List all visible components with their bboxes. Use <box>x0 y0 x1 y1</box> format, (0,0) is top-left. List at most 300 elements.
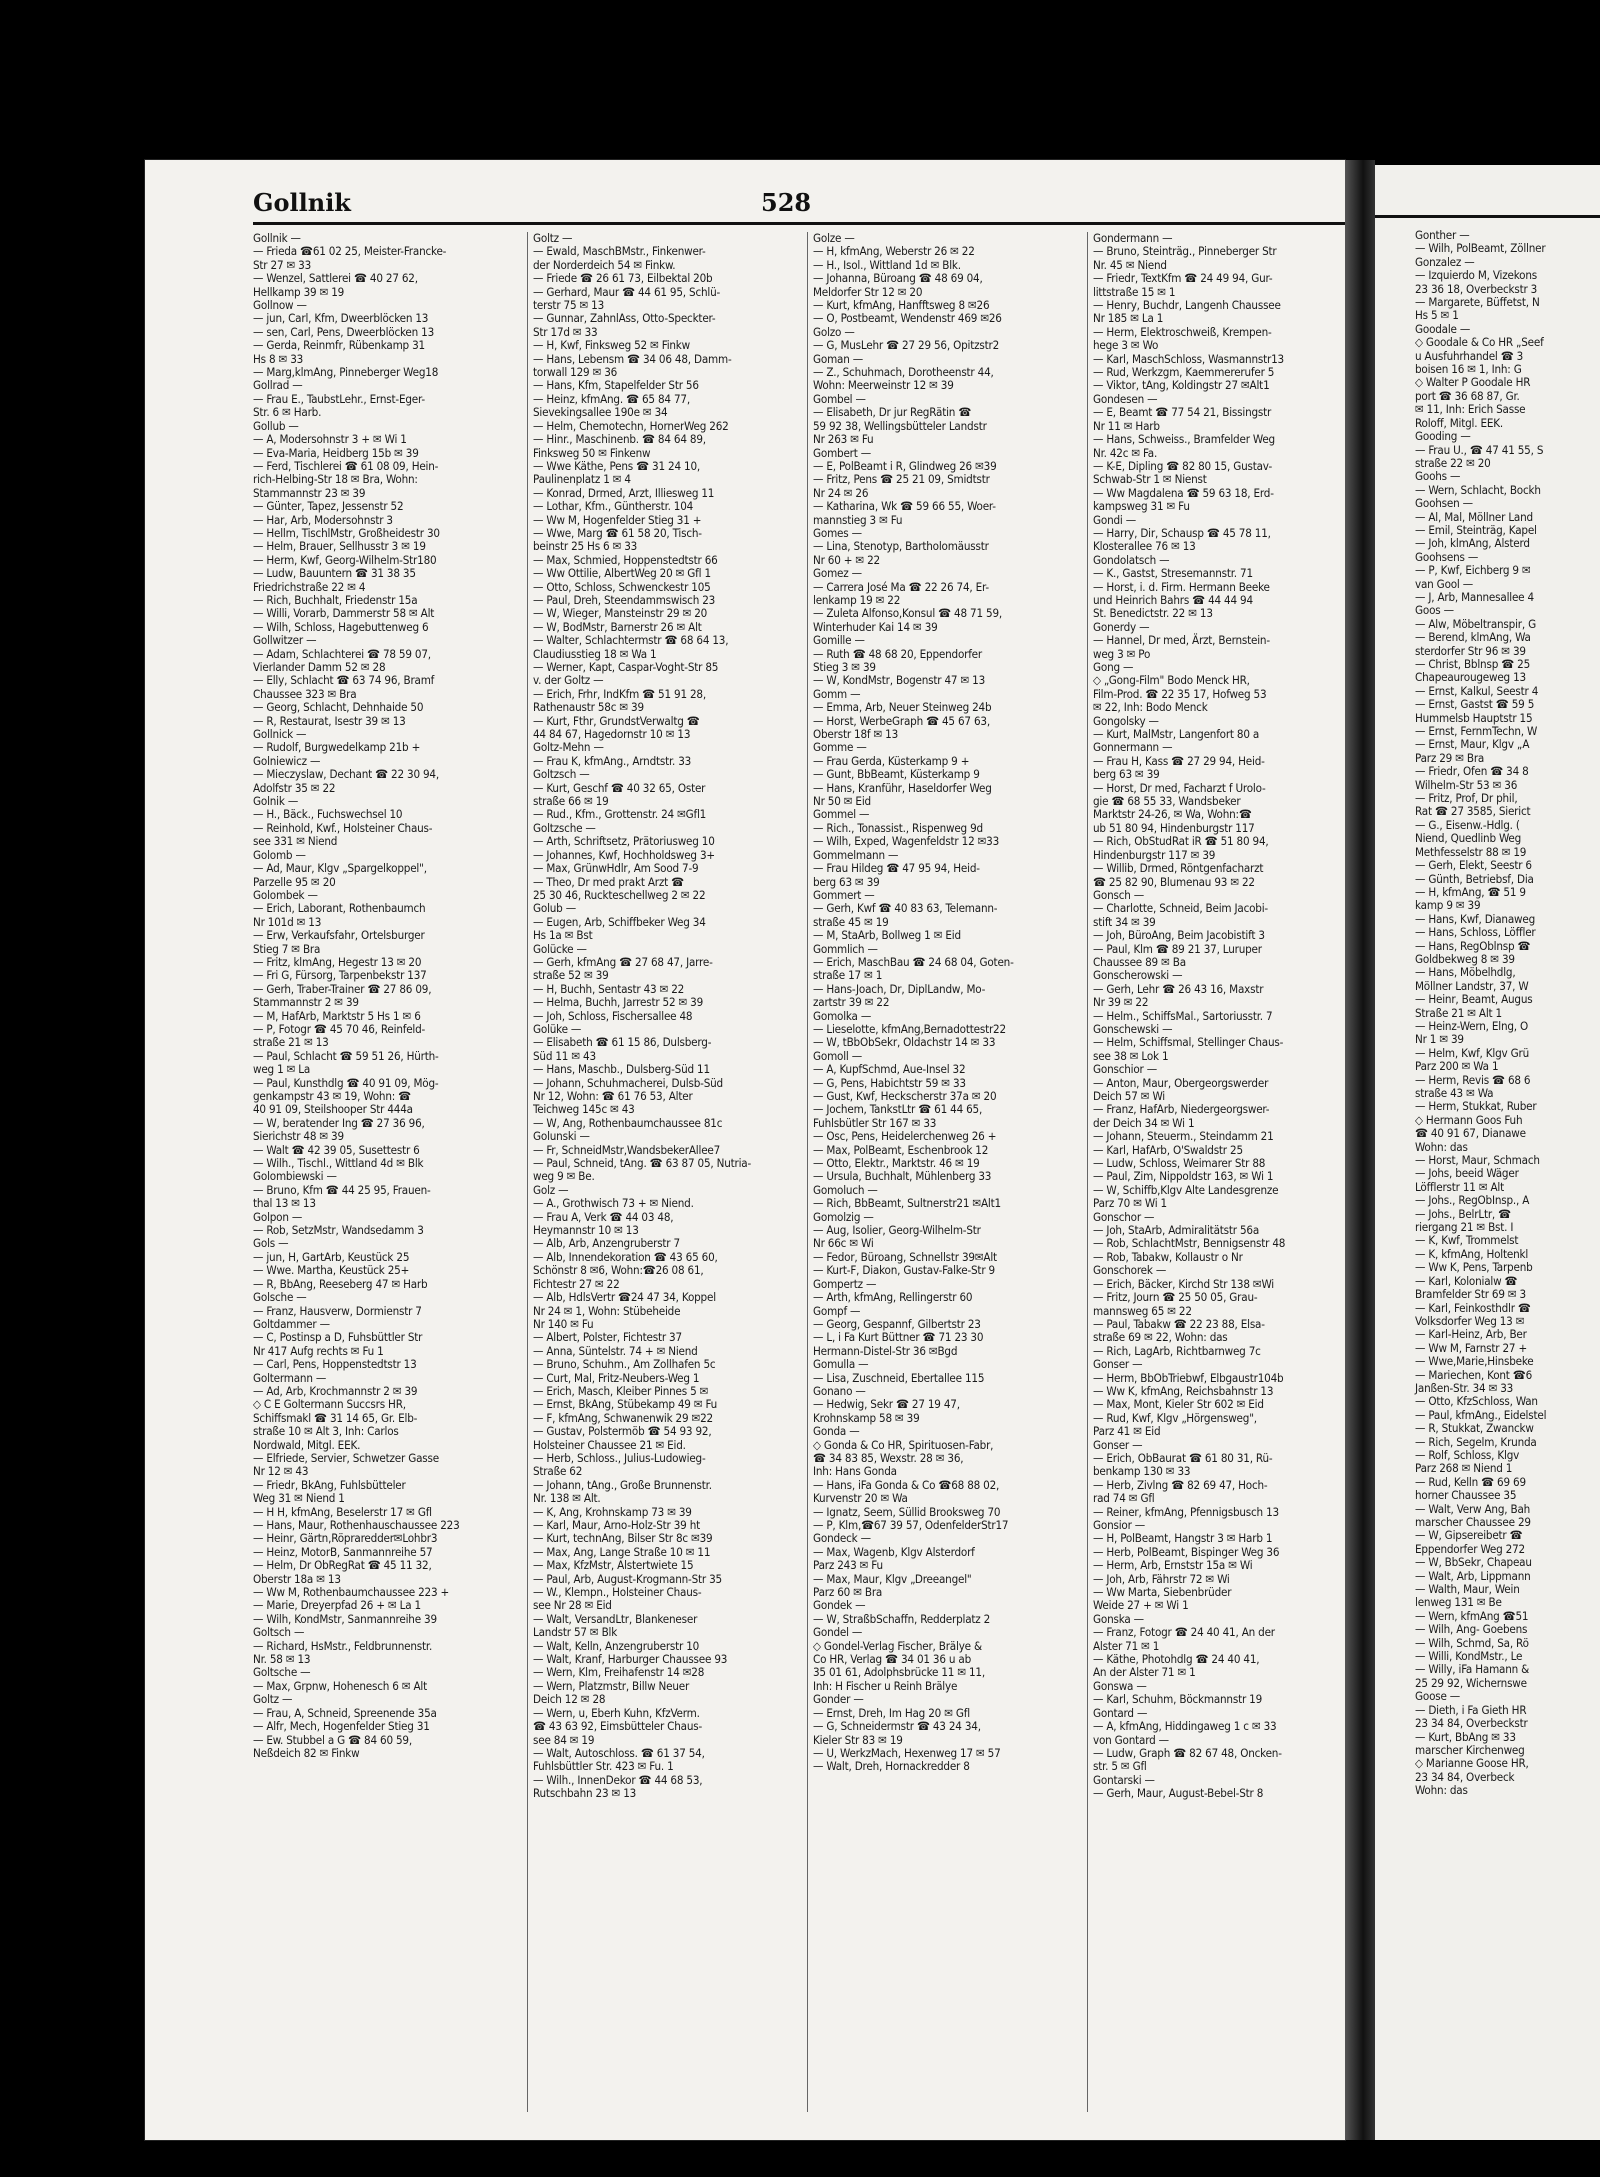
directory-entry-line: Gonser — <box>1093 1357 1143 1372</box>
directory-entry-line: — Hellm, TischlMstr, Großheidestr 30 <box>253 525 440 540</box>
directory-entry-line: — Mieczyslaw, Dechant ☎ 22 30 94, <box>253 767 439 782</box>
directory-entry-line: — Paul, Schlacht ☎ 59 51 26, Hürth- <box>253 1048 439 1063</box>
directory-entry-line: — Ewald, MaschBMstr., Finkenwer- <box>533 244 706 259</box>
facing-entry-line: Löfflerstr 11 ✉ Alt <box>1415 1179 1504 1194</box>
directory-entry-line: — G, Pens, Habichtstr 59 ✉ 33 <box>813 1075 966 1090</box>
directory-entry-line: — E, PolBeamt i R, Glindweg 26 ✉39 <box>813 458 997 473</box>
directory-entry-line: — Gerhard, Maur ☎ 44 61 95, Schlü- <box>533 284 721 299</box>
directory-entry-line: — Carrera José Ma ☎ 22 26 74, Er- <box>813 579 989 594</box>
directory-entry-line: Golpon — <box>253 1209 303 1224</box>
directory-entry-line: Nr 60 + ✉ 22 <box>813 552 880 567</box>
directory-entry-line: — Richard, HsMstr., Feldbrunnenstr. <box>253 1638 433 1653</box>
directory-entry-line: Gonnermann — <box>1093 740 1173 755</box>
directory-entry-line: — Heinr, Gärtn,Röpraredder✉Lohbr3 <box>253 1531 438 1546</box>
directory-entry-line: Gondi — <box>1093 512 1136 527</box>
facing-entry-line: — Izquierdo M, Vizekons <box>1415 268 1537 283</box>
directory-entry-line: — Wwe, Marg ☎ 61 58 20, Tisch- <box>533 525 702 540</box>
directory-entry-line: An der Alster 71 ✉ 1 <box>1093 1665 1196 1680</box>
directory-entry-line: — Helma, Buchh, Jarrestr 52 ✉ 39 <box>533 995 704 1010</box>
facing-entry-line: straße 43 ✉ Wa <box>1415 1086 1494 1100</box>
facing-entry-line: 23 36 18, Overbeckstr 3 <box>1415 281 1538 296</box>
directory-entry-line: Schwab-Str 1 ✉ Nienst <box>1093 472 1207 487</box>
facing-entry-line: — Dieth, i Fa Gieth HR <box>1415 1702 1527 1717</box>
directory-entry-line: — Rob, Tabakw, Kollaustr o Nr <box>1093 1249 1243 1264</box>
directory-entry-line: — Erich, Bäcker, Kirchd Str 138 ✉Wi <box>1093 1276 1274 1291</box>
directory-entry-line: — Frau A, Verk ☎ 44 03 48, <box>533 1209 674 1224</box>
directory-entry-line: Oberstr 18f ✉ 13 <box>813 727 899 742</box>
directory-entry-line: Nr 140 ✉ Fu <box>533 1316 594 1331</box>
directory-entry-line: Hs 1a ✉ Bst <box>533 928 593 943</box>
facing-entry-line: 23 34 84, Overbeckstr <box>1415 1716 1528 1731</box>
directory-entry-line: — Rud, Werkzgm, Kaemmererufer 5 <box>1093 365 1275 380</box>
directory-entry-line: — Marg,klmAng, Pinneberger Weg18 <box>253 365 439 380</box>
directory-entry-line: — Gerh, Traber-Trainer ☎ 27 86 09, <box>253 981 432 996</box>
facing-entry-line: Parz 200 ✉ Wa 1 <box>1415 1059 1499 1074</box>
facing-entry-line: Eppendorfer Weg 272 <box>1415 1541 1525 1556</box>
directory-entry-line: — Fritz, klmAng, Hegestr 13 ✉ 20 <box>253 954 422 969</box>
directory-entry-line: — jun, H, GartArb, Keustück 25 <box>253 1249 410 1264</box>
directory-entry-line: Goltsch — <box>253 1625 305 1640</box>
facing-entry-line: — Willy, iFa Hamann & <box>1415 1662 1530 1677</box>
directory-entry-line: — Frau Gerda, Küsterkamp 9 + <box>813 753 970 768</box>
directory-entry-line: — Paul, Schneid, tAng. ☎ 63 87 05, Nutria- <box>533 1156 752 1171</box>
directory-entry-line: — Ad, Arb, Krochmannstr 2 ✉ 39 <box>253 1383 418 1398</box>
directory-entry-line: Gondermann — <box>1093 232 1173 245</box>
directory-entry-line: — Lothar, Kfm., Güntherstr. 104 <box>533 499 694 514</box>
facing-entry-line: van Gool — <box>1415 576 1473 591</box>
directory-entry-line: Straße 62 <box>533 1464 583 1479</box>
directory-entry-line: Goltdammer — <box>253 1316 330 1331</box>
directory-entry-line: see 84 ✉ 19 <box>533 1732 595 1747</box>
directory-entry-line: — Ernst, Dreh, Im Hag 20 ✉ Gfl <box>813 1705 970 1720</box>
directory-entry-line: — Gust, Kwf, Heckscherstr 37a ✉ 20 <box>813 1089 997 1103</box>
directory-entry-line: straße 66 ✉ 19 <box>533 794 609 809</box>
directory-entry-line: — Karl, Maur, Arno-Holz-Str 39 ht <box>533 1518 701 1532</box>
directory-entry-line: Golniewicz — <box>253 753 321 768</box>
directory-entry-line: Gollnik — <box>253 232 301 245</box>
directory-entry-line: — Konrad, Drmed, Arzt, Illiesweg 11 <box>533 485 715 500</box>
directory-entry-line: — Hans, Kfm, Stapelfelder Str 56 <box>533 378 699 393</box>
facing-entry-line: ◇ Marianne Goose HR, <box>1415 1756 1529 1771</box>
facing-entry-line: Bramfelder Str 69 ✉ 3 <box>1415 1287 1526 1302</box>
directory-entry-line: — Max, Grpnw, Hohenesch 6 ✉ Alt <box>253 1678 427 1693</box>
facing-entry-line: — Fritz, Prof, Dr phil, <box>1415 791 1518 806</box>
facing-entry-line: — Wwe,Marie,Hinsbeke <box>1415 1354 1534 1369</box>
directory-entry-line: — W, KondMstr, Bogenstr 47 ✉ 13 <box>813 673 986 688</box>
directory-entry-line: — Helm, Schiffsmal, Stellinger Chaus- <box>1093 1035 1284 1050</box>
directory-entry-line: — Max, Schmied, Hoppenstedtstr 66 <box>533 552 718 567</box>
directory-entry-line: Chaussee 89 ✉ Ba <box>1093 954 1186 969</box>
directory-entry-line: Deich 12 ✉ 28 <box>533 1692 606 1707</box>
facing-entry-line: Goos — <box>1415 603 1454 618</box>
directory-entry-line: — Walt ☎ 42 39 05, Susettestr 6 <box>253 1142 420 1157</box>
column-3 <box>813 232 1088 2112</box>
directory-entry-line: Goman — <box>813 351 863 366</box>
directory-entry-line: — Curt, Mal, Fritz-Neubers-Weg 1 <box>533 1370 700 1385</box>
directory-entry-line: Weide 27 + ✉ Wi 1 <box>1093 1598 1189 1613</box>
directory-entry-line: Gondek — <box>813 1598 866 1613</box>
directory-entry-line: — W, BodMstr, Barnerstr 26 ✉ Alt <box>533 619 702 634</box>
facing-entry-line: ◇ Goodale & Co HR „Seef <box>1415 335 1544 350</box>
facing-entry-line: — Margarete, Büffetst, N <box>1415 295 1540 310</box>
directory-entry-line: Gompertz — <box>813 1276 877 1291</box>
facing-entry-line: Roloff, Mitgl. EEK. <box>1415 415 1504 430</box>
directory-entry-line: — Wilh, KondMstr, Sanmannreihe 39 <box>253 1611 437 1626</box>
directory-entry-line: — Lieselotte, kfmAng,Bernadottestr22 <box>813 1021 1006 1036</box>
directory-entry-line: — Wwe Käthe, Pens ☎ 31 24 10, <box>533 458 700 473</box>
directory-entry-line: — Joh, Arb, Fährstr 72 ✉ Wi <box>1093 1571 1230 1586</box>
directory-entry-line: hege 3 ✉ Wo <box>1093 338 1159 353</box>
directory-entry-line: — Wilh, Schloss, Hagebuttenweg 6 <box>253 619 429 634</box>
directory-entry-line: — Max, Wagenb, Klgv Alsterdorf <box>813 1544 975 1559</box>
directory-entry-line: Parz 60 ✉ Bra <box>813 1585 883 1600</box>
directory-entry-line: genkampstr 43 ✉ 19, Wohn: ☎ <box>253 1089 411 1103</box>
directory-entry-line: — Frau E., TaubstLehr., Ernst-Eger- <box>253 391 425 406</box>
directory-entry-line: Parz 243 ✉ Fu <box>813 1558 883 1573</box>
facing-entry-line: Gooding — <box>1415 429 1471 444</box>
directory-entry-line: — W, beratender Ing ☎ 27 36 96, <box>253 1115 425 1130</box>
facing-entry-line: Goodale — <box>1415 321 1471 336</box>
directory-entry-line: — Johann, Steuerm., Steindamm 21 <box>1093 1129 1274 1144</box>
directory-entry-line: Golombek — <box>253 887 318 902</box>
directory-entry-line: — Herm, Arb, Ernststr 15a ✉ Wi <box>1093 1558 1253 1573</box>
facing-entry-line: sterdorfer Str 96 ✉ 39 <box>1415 643 1526 658</box>
directory-entry-line: Nr 39 ✉ 22 <box>1093 995 1149 1010</box>
directory-page <box>145 160 1345 2140</box>
directory-entry-line: St. Benedictstr. 22 ✉ 13 <box>1093 606 1213 621</box>
directory-entry-line: ◇ C E Goltermann Succsrs HR, <box>253 1397 406 1412</box>
directory-entry-line: — Herm, BbObTriebwf, Elbgaustr104b <box>1093 1370 1284 1385</box>
directory-entry-line: Alster 71 ✉ 1 <box>1093 1638 1160 1653</box>
directory-entry-line: — P, Fotogr ☎ 45 70 46, Reinfeld- <box>253 1021 426 1036</box>
directory-entry-line: — Wern, Platzmstr, Billw Neuer <box>533 1678 690 1693</box>
directory-entry-line: — Rich, BbBeamt, Sultnerstr21 ✉Alt1 <box>813 1196 1001 1211</box>
facing-entry-line: 23 34 84, Overbeck <box>1415 1769 1515 1784</box>
directory-entry-line: Goltz — <box>253 1692 293 1707</box>
directory-entry-line: Golunski — <box>533 1129 590 1144</box>
directory-entry-line: — Fr, SchneidMstr,WandsbekerAllee7 <box>533 1142 721 1157</box>
directory-entry-line: Gonser — <box>1093 1437 1143 1452</box>
directory-entry-line: der Norderdeich 54 ✉ Finkw. <box>533 257 676 272</box>
directory-entry-line: — Viktor, tAng, Koldingstr 27 ✉Alt1 <box>1093 378 1270 393</box>
directory-entry-line: stift 34 ✉ 39 <box>1093 914 1156 929</box>
directory-entry-line: — Hans, Lebensm ☎ 34 06 48, Damm- <box>533 351 732 366</box>
directory-entry-line: — A., Grothwisch 73 + ✉ Niend. <box>533 1196 694 1211</box>
directory-entry-line: von Gontard — <box>1093 1732 1169 1747</box>
directory-entry-line: — Paul, Arb, August-Krogmann-Str 35 <box>533 1571 722 1586</box>
directory-entry-line: Stieg 3 ✉ 39 <box>813 660 876 674</box>
directory-entry-line: Goltzsche — <box>533 820 596 835</box>
directory-entry-line: — Max, GrünwHdlr, Am Sood 7-9 <box>533 861 699 876</box>
directory-entry-line: — Frau, A, Schneid, Spreenende 35a <box>253 1705 437 1720</box>
directory-entry-line: ☎ 25 82 90, Blumenau 93 ✉ 22 <box>1093 874 1255 889</box>
directory-entry-line: Friedrichstraße 22 ✉ 4 <box>253 579 366 594</box>
directory-entry-line: Gollnick — <box>253 727 307 742</box>
directory-entry-line: Paulinenplatz 1 ✉ 4 <box>533 472 631 487</box>
directory-entry-line: Gonerdy — <box>1093 619 1150 634</box>
directory-entry-line: littstraße 15 ✉ 1 <box>1093 284 1176 299</box>
facing-entry-line: — H, kfmAng, ☎ 51 9 <box>1415 884 1526 899</box>
facing-entry-line: — Rolf, Schloss, Klgv <box>1415 1447 1520 1462</box>
facing-entry-line: lenweg 131 ✉ Be <box>1415 1595 1502 1610</box>
directory-entry-line: Hellkamp 39 ✉ 19 <box>253 284 345 299</box>
directory-entry-line: — Rudolf, Burgwedelkamp 21b + <box>253 740 421 755</box>
facing-entry-line: Nr 1 ✉ 39 <box>1415 1032 1464 1047</box>
column-1 <box>253 232 528 2112</box>
directory-entry-line: 44 84 67, Hagedornstr 10 ✉ 13 <box>533 727 691 742</box>
facing-entry-line: — Johs., RegObInsp., A <box>1415 1193 1530 1208</box>
directory-entry-line: Gonschorek — <box>1093 1263 1167 1278</box>
facing-entry-line: — Al, Mal, Möllner Land <box>1415 509 1533 524</box>
directory-entry-line: — Otto, Schloss, Schwenckestr 105 <box>533 579 711 594</box>
directory-entry-line: 40 91 09, Steilshooper Str 444a <box>253 1102 413 1117</box>
facing-entry-line: ✉ 11, Inh: Erich Sasse <box>1415 402 1526 417</box>
facing-entry-line: Volksdorfer Weg 13 ✉ <box>1415 1313 1525 1328</box>
directory-entry-line: Gonda — <box>813 1424 860 1439</box>
facing-entry-line: — Hans, Möbelhdlg, <box>1415 965 1516 980</box>
directory-entry-line: — Hans, Maschb., Dulsberg-Süd 11 <box>533 1062 710 1077</box>
directory-entry-line: — Helm, Brauer, Sellhusstr 3 ✉ 19 <box>253 539 426 554</box>
directory-entry-line: Sierichstr 48 ✉ 39 <box>253 1129 344 1144</box>
directory-entry-line: Fuhlsbütler Str 167 ✉ 33 <box>813 1115 937 1130</box>
directory-entry-line: — Joh, BüroAng, Beim Jacobistift 3 <box>1093 928 1265 943</box>
directory-entry-line: — Ww Magdalena ☎ 59 63 18, Erd- <box>1093 485 1274 500</box>
columns <box>253 232 1345 2112</box>
directory-entry-line: — Ad, Maur, Klgv „Spargelkoppel", <box>253 861 427 876</box>
directory-entry-line: Golze — <box>813 232 855 245</box>
directory-entry-line: — R, Restaurat, Isestr 39 ✉ 13 <box>253 713 406 728</box>
facing-entry-line: — P, Kwf, Eichberg 9 ✉ <box>1415 563 1531 578</box>
directory-entry-line: — Marie, Dreyerpfad 26 + ✉ La 1 <box>253 1598 421 1613</box>
directory-entry-line: — Kurt, MalMstr, Langenfort 80 a <box>1093 727 1260 742</box>
directory-entry-line: — Hans-Joach, Dr, DiplLandw, Mo- <box>813 981 986 996</box>
directory-entry-line: — Gerh, Maur, August-Bebel-Str 8 <box>1093 1786 1264 1801</box>
facing-page <box>1375 165 1600 2140</box>
directory-entry-line: — Wwe. Martha, Keustück 25+ <box>253 1263 410 1278</box>
directory-entry-line: str. 5 ✉ Gfl <box>1093 1759 1147 1774</box>
directory-entry-line: — E, Beamt ☎ 77 54 21, Bissingstr <box>1093 405 1272 420</box>
directory-entry-line: — Ursula, Buchhalt, Mühlenberg 33 <box>813 1169 992 1184</box>
directory-entry-line: — U, WerkzMach, Hexenweg 17 ✉ 57 <box>813 1745 1001 1760</box>
directory-entry-line: Gonsior — <box>1093 1518 1146 1532</box>
directory-entry-line: Schiffsmakl ☎ 31 14 65, Gr. Elb- <box>253 1410 418 1425</box>
directory-entry-line: — Horst, WerbeGraph ☎ 45 67 63, <box>813 713 990 728</box>
directory-entry-line: Gompf — <box>813 1303 861 1318</box>
directory-entry-line: — Werner, Kapt, Caspar-Voght-Str 85 <box>533 660 719 674</box>
directory-entry-line: — Alb, Innendekoration ☎ 43 65 60, <box>533 1249 718 1264</box>
facing-entry-line: — R, Stukkat, Zwanckw <box>1415 1421 1534 1436</box>
directory-entry-line: weg 9 ✉ Be. <box>533 1169 595 1184</box>
directory-entry-line: — R, BbAng, Reeseberg 47 ✉ Harb <box>253 1276 428 1291</box>
directory-entry-line: Parz 70 ✉ Wi 1 <box>1093 1196 1167 1211</box>
directory-entry-line: — Hinr., Maschinenb. ☎ 84 64 89, <box>533 432 706 447</box>
directory-entry-line: — Jochem, TankstLtr ☎ 61 44 65, <box>813 1102 983 1117</box>
directory-entry-line: — W, Wieger, Mansteinstr 29 ✉ 20 <box>533 606 708 621</box>
directory-entry-line: Goltermann — <box>253 1370 327 1385</box>
directory-entry-line: — Har, Arb, Modersohnstr 3 <box>253 512 393 527</box>
facing-entry-line: — Walth, Maur, Wein <box>1415 1582 1520 1597</box>
facing-entry-line: — Hans, Schloss, Löffler <box>1415 925 1536 940</box>
directory-entry-line: — Osc, Pens, Heidelerchenweg 26 + <box>813 1129 997 1144</box>
directory-entry-line: Nr 66c ✉ Wi <box>813 1236 874 1251</box>
directory-entry-line: straße 21 ✉ 13 <box>253 1035 329 1050</box>
facing-entry-line: Methfesselstr 88 ✉ 19 <box>1415 844 1527 859</box>
facing-entry-line: Goldbekweg 8 ✉ 39 <box>1415 951 1515 966</box>
directory-entry-line: — Rich, Buchhalt, Friedenstr 15a <box>253 592 418 607</box>
directory-entry-line: — W., Klempn., Holsteiner Chaus- <box>533 1585 702 1600</box>
directory-entry-line: — Lisa, Zuschneid, Ebertallee 115 <box>813 1370 985 1385</box>
directory-entry-line: Gomes — <box>813 525 862 540</box>
directory-entry-line: Stammannstr 2 ✉ 39 <box>253 995 359 1010</box>
facing-entry-line: — Emil, Steinträg, Kapel <box>1415 522 1537 537</box>
directory-entry-line: — Ww Marta, Siebenbrüder <box>1093 1585 1232 1600</box>
directory-entry-line: — Friedr, TextKfm ☎ 24 49 94, Gur- <box>1093 271 1273 286</box>
directory-entry-line: Gomoluch — <box>813 1182 878 1197</box>
directory-entry-line: Golücke — <box>533 941 587 956</box>
directory-entry-line: Gommlich — <box>813 941 878 956</box>
directory-entry-line: — sen, Carl, Pens, Dweerblöcken 13 <box>253 324 435 339</box>
directory-entry-line: Winterhuder Kai 14 ✉ 39 <box>813 619 938 634</box>
directory-entry-line: Teichweg 145c ✉ 43 <box>533 1102 635 1117</box>
directory-entry-line: — Ignatz, Seem, Süllid Brooksweg 70 <box>813 1504 1001 1519</box>
facing-entry-line: Parz 29 ✉ Bra <box>1415 750 1485 765</box>
directory-entry-line: — K, Ang, Krohnskamp 73 ✉ 39 <box>533 1504 692 1519</box>
directory-entry-line: — A, kfmAng, Hiddingaweg 1 c ✉ 33 <box>1093 1719 1277 1734</box>
facing-entry-line: — Ww M, Farnstr 27 + <box>1415 1340 1527 1355</box>
directory-entry-line: — Wilh, Exped, Wagenfeldstr 12 ✉33 <box>813 834 1000 849</box>
directory-entry-line: ub 51 80 94, Hindenburgstr 117 <box>1093 820 1255 835</box>
facing-entry-line: Hs 5 ✉ 1 <box>1415 308 1459 323</box>
directory-entry-line: Gollub — <box>253 418 299 433</box>
facing-entry-line: — Wern, kfmAng ☎51 <box>1415 1608 1529 1623</box>
directory-entry-line: Golsche — <box>253 1290 307 1305</box>
directory-entry-line: — Elisabeth, Dr jur RegRätin ☎ <box>813 405 972 420</box>
directory-entry-line: — Ww M, Rothenbaumchaussee 223 + <box>253 1585 450 1600</box>
directory-entry-line: Heymannstr 10 ✉ 13 <box>533 1223 639 1238</box>
directory-entry-line: — L, i Fa Kurt Büttner ☎ 71 23 30 <box>813 1330 984 1345</box>
directory-entry-line: — Herb, Zivlng ☎ 82 69 47, Hoch- <box>1093 1477 1268 1492</box>
directory-entry-line: Landstr 57 ✉ Blk <box>533 1625 618 1640</box>
directory-entry-line: — Ferd, Tischlerei ☎ 61 08 09, Hein- <box>253 458 439 473</box>
directory-entry-line: — Ww Ottilie, AlbertWeg 20 ✉ Gfl 1 <box>533 566 711 581</box>
facing-entry-line: — Rich, Segelm, Krunda <box>1415 1434 1537 1449</box>
directory-entry-line: — Franz, Hausverw, Dormienstr 7 <box>253 1303 422 1318</box>
directory-entry-line: ☎ 43 63 92, Eimsbütteler Chaus- <box>533 1719 703 1734</box>
directory-entry-line: — Wilh., Tischl., Wittland 4d ✉ Blk <box>253 1156 424 1171</box>
directory-entry-line: Holsteiner Chaussee 21 ✉ Eid. <box>533 1437 686 1452</box>
directory-entry-line: mannsweg 65 ✉ 22 <box>1093 1303 1192 1318</box>
directory-entry-line: — F, kfmAng, Schwanenwik 29 ✉22 <box>533 1410 713 1425</box>
facing-entry-line: marscher Chaussee 29 <box>1415 1515 1531 1529</box>
facing-entry-line: — Otto, KfzSchloss, Wan <box>1415 1394 1538 1409</box>
directory-entry-line: Goltsche — <box>253 1665 311 1680</box>
facing-entry-line: — Wilh, Schmd, Sa, Rö <box>1415 1635 1529 1650</box>
directory-entry-line: Gondel — <box>813 1625 863 1640</box>
directory-entry-line: Gonschor — <box>1093 1209 1155 1224</box>
directory-entry-line: Nr 11 ✉ Harb <box>1093 418 1160 433</box>
directory-entry-line: — Ww K, kfmAng, Reichsbahnstr 13 <box>1093 1383 1274 1398</box>
directory-entry-line: — Paul, Klm ☎ 89 21 37, Luruper <box>1093 941 1262 956</box>
directory-entry-line: — Rob, SchlachtMstr, Bennigsenstr 48 <box>1093 1236 1286 1251</box>
directory-entry-line: — Heinz, MotorB, Sanmannreihe 57 <box>253 1544 433 1559</box>
directory-entry-line: Goltz — <box>533 232 573 245</box>
directory-entry-line: — Harry, Dir, Schausp ☎ 45 78 11, <box>1093 525 1271 540</box>
directory-entry-line: Chaussee 323 ✉ Bra <box>253 686 357 701</box>
facing-entry-line: — Ernst, Maur, Klgv „A <box>1415 737 1530 752</box>
directory-entry-line: Hindenburgstr 117 ✉ 39 <box>1093 847 1216 862</box>
directory-entry-line: — Kurt, kfmAng, Hanfftsweg 8 ✉26 <box>813 298 990 313</box>
facing-entry-line: — Horst, Maur, Schmach <box>1415 1153 1540 1168</box>
directory-entry-line: berg 63 ✉ 39 <box>1093 767 1160 782</box>
directory-entry-line: — Alb, Arb, Anzengruberstr 7 <box>533 1236 680 1251</box>
directory-entry-line: — Eugen, Arb, Schiffbeker Weg 34 <box>533 914 706 929</box>
directory-entry-line: — M, StaArb, Bollweg 1 ✉ Eid <box>813 928 961 943</box>
directory-entry-line: — Anna, Süntelstr. 74 + ✉ Niend <box>533 1343 698 1358</box>
directory-entry-line: straße 69 ✉ 22, Wohn: das <box>1093 1330 1228 1345</box>
directory-entry-line: Gonder — <box>813 1692 864 1707</box>
directory-entry-line: Klosterallee 76 ✉ 13 <box>1093 539 1196 554</box>
directory-entry-line: — Charlotte, Schneid, Beim Jacobi- <box>1093 901 1268 916</box>
directory-entry-line: Str 17d ✉ 33 <box>533 324 598 339</box>
directory-entry-line: — Georg, Gespannf, Gilbertstr 23 <box>813 1316 981 1331</box>
directory-entry-line: — Emma, Arb, Neuer Steinweg 24b <box>813 700 992 715</box>
directory-entry-line: Gomm — <box>813 686 861 701</box>
directory-entry-line: Rathenaustr 58c ✉ 39 <box>533 700 644 715</box>
facing-entry-line: — Frau U., ☎ 47 41 55, S <box>1415 442 1544 457</box>
directory-entry-line: Gonscherowski — <box>1093 968 1183 983</box>
directory-entry-line: Wohn: Meerweinstr 12 ✉ 39 <box>813 378 954 393</box>
directory-entry-line: — K., Gastst, Stresemannstr. 71 <box>1093 566 1253 581</box>
directory-entry-line: — Günter, Tapez, Jessenstr 52 <box>253 499 404 514</box>
directory-entry-line: — Gerda, Reinmfr, Rübenkamp 31 <box>253 338 425 353</box>
directory-entry-line: — Georg, Schlacht, Dehnhaide 50 <box>253 700 424 715</box>
directory-entry-line: Nr 24 ✉ 1, Wohn: Stübeheide <box>533 1303 681 1318</box>
directory-entry-line: — Max, Maur, Klgv „Dreeangel" <box>813 1571 972 1586</box>
directory-entry-line: — Paul, Tabakw ☎ 22 23 88, Elsa- <box>1093 1316 1265 1331</box>
directory-entry-line: Meldorfer Str 12 ✉ 20 <box>813 284 923 299</box>
directory-entry-line: Stieg 7 ✉ Bra <box>253 941 321 956</box>
directory-entry-line: — Paul, Kunsthdlg ☎ 40 91 09, Mög- <box>253 1075 439 1090</box>
directory-entry-line: — W, StraßbSchaffn, Redderplatz 2 <box>813 1611 991 1626</box>
directory-entry-line: — Kurt, Fthr, GrundstVerwaltg ☎ <box>533 713 700 728</box>
facing-entry-line: — Alw, Möbeltranspir, G <box>1415 616 1536 631</box>
directory-entry-line: Hermann-Distel-Str 36 ✉Bgd <box>813 1343 958 1358</box>
facing-entry-line: — Wern, Schlacht, Bockh <box>1415 482 1541 497</box>
directory-entry-line: Stammannstr 23 ✉ 39 <box>253 485 366 500</box>
directory-entry-line: Claudiusstieg 18 ✉ Wa 1 <box>533 646 657 661</box>
directory-entry-line: — Wern, u, Eberh Kuhn, KfzVerm. <box>533 1705 700 1720</box>
directory-entry-line: Gollwitzer — <box>253 633 317 648</box>
directory-entry-line: Golombiewski — <box>253 1169 337 1184</box>
directory-entry-line: — Gerh, kfmAng ☎ 27 68 47, Jarre- <box>533 954 713 969</box>
directory-entry-line: — Erw, Verkaufsfahr, Ortelsburger <box>253 928 425 943</box>
directory-entry-line: — Ww M, Hogenfelder Stieg 31 + <box>533 512 702 527</box>
directory-entry-line: — Franz, Fotogr ☎ 24 40 41, An der <box>1093 1625 1275 1640</box>
directory-entry-line: Nr 263 ✉ Fu <box>813 432 874 447</box>
facing-entry-line: kamp 9 ✉ 39 <box>1415 898 1481 913</box>
directory-entry-line: — Frau K, kfmAng., Arndtstr. 33 <box>533 753 692 768</box>
facing-entry-line: — Ernst, FernmTechn, W <box>1415 724 1538 739</box>
directory-entry-line: — Max, Ang, Lange Straße 10 ✉ 11 <box>533 1544 711 1559</box>
directory-entry-line: — Fritz, Pens ☎ 25 21 09, Smidtstr <box>813 472 990 487</box>
directory-entry-line: Gonano — <box>813 1383 866 1398</box>
directory-entry-line: Gommelmann — <box>813 847 899 862</box>
directory-entry-line: — Lina, Stenotyp, Bartholomäusstr <box>813 539 989 554</box>
directory-entry-line: berg 63 ✉ 39 <box>813 874 880 889</box>
directory-entry-line: — Walter, Schlachtermstr ☎ 68 64 13, <box>533 633 729 648</box>
facing-entry-line: — Berend, klmAng, Wa <box>1415 630 1531 645</box>
facing-entry-line: — Herm, Stukkat, Ruber <box>1415 1099 1537 1114</box>
